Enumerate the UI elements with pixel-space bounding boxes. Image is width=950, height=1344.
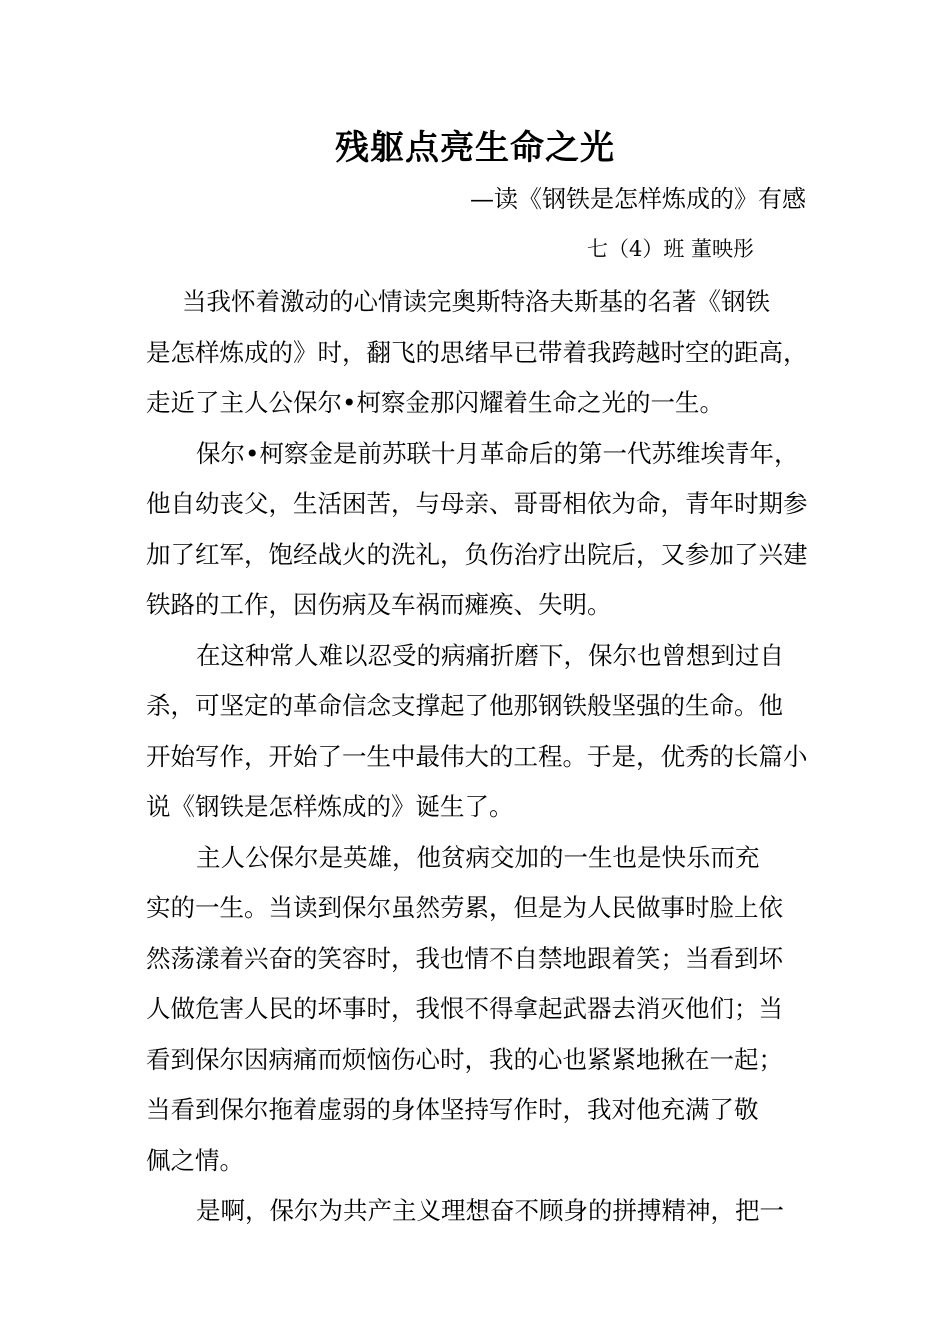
text-line: 加了红军，饱经战火的洗礼，负伤治疗出院后，又参加了兴建 [146,539,808,569]
text-line: 实的一生。当读到保尔虽然劳累，但是为人民做事时脸上依 [146,893,783,922]
text-line: 保尔•柯察金是前苏联十月革命后的第一代苏维埃青年， [196,438,799,468]
essay-body [146,277,808,1237]
author-line: 七（4）班 董映彤 [586,237,754,261]
text-line: 当我怀着激动的心情读完奥斯特洛夫斯基的名著《钢铁 [182,287,770,316]
text-line: 人做危害人民的坏事时，我恨不得拿起武器去消灭他们；当 [146,994,783,1023]
text-line: 在这种常人难以忍受的病痛折磨下，保尔也曾想到过自 [196,640,784,670]
text-line: 是啊，保尔为共产主义理想奋不顾身的拼搏精神，把一 [196,1196,784,1225]
text-line: 是怎样炼成的》时，翻飞的思绪早已带着我跨越时空的距高， [146,337,808,367]
text-line: 看到保尔因病痛而烦恼伤心时，我的心也紧紧地揪在一起； [146,1044,783,1074]
essay-subtitle: —读《钢铁是怎样炼成的》有感 [470,185,806,213]
essay-title: 残躯点亮生命之光 [335,128,615,168]
text-line: 走近了主人公保尔•柯察金那闪耀着生命之光的一生。 [146,388,724,417]
text-line: 主人公保尔是英雄，他贫病交加的一生也是快乐而充 [196,842,760,872]
text-line: 说《钢铁是怎样炼成的》诞生了。 [146,792,514,821]
text-line: 铁路的工作，因伤病及车祸而瘫痪、失明。 [146,590,612,619]
text-line: 佩之情。 [146,1145,244,1175]
text-line: 开始写作，开始了一生中最伟大的工程。于是，优秀的长篇小 [146,741,808,771]
text-line: 杀，可坚定的革命信念支撑起了他那钢铁般坚强的生命。他 [146,691,783,720]
text-line: 当看到保尔拖着虚弱的身体坚持写作时，我对他充满了敬 [146,1095,759,1124]
text-line: 然荡漾着兴奋的笑容时，我也情不自禁地跟着笑；当看到坏 [146,943,783,973]
text-line: 他自幼丧父，生活困苦，与母亲、哥哥相依为命，青年时期参 [146,489,808,518]
